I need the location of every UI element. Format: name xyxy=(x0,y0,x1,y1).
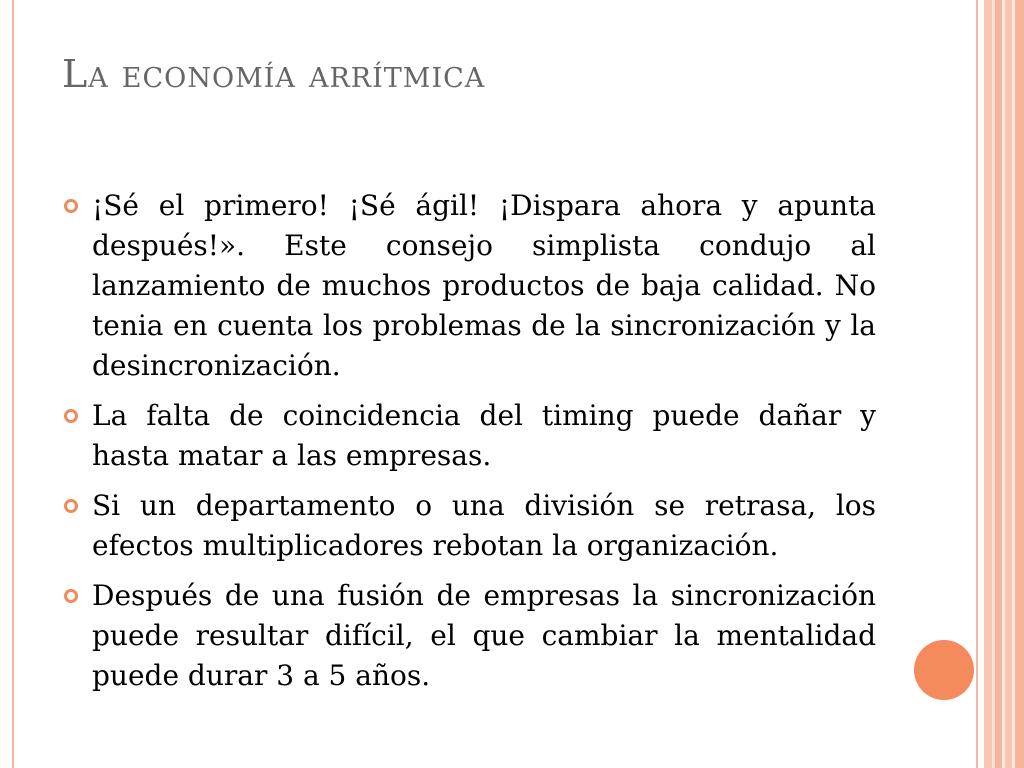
bullet-text: Si un departamento o una división se retrasa, los efectos multiplicadores rebotan la organización. xyxy=(92,489,876,562)
list-item xyxy=(62,396,876,476)
bullet-list xyxy=(62,186,876,706)
ring-bullet-icon xyxy=(64,199,78,213)
list-item xyxy=(62,186,876,386)
bullet-text: Después de una fusión de empresas la sincronización puede resultar difícil, el que cambiar la mentalidad puede durar 3 a 5 años. xyxy=(92,579,876,692)
bullet-text: ¡Sé el primero! ¡Sé ágil! ¡Dispara ahora y apunta después!». Este consejo simplista condujo al lanzamiento de muchos productos de baja calidad. No tenia en cuenta los problemas de la sincronización y la desincronización. xyxy=(92,189,876,382)
ring-bullet-icon xyxy=(64,499,78,513)
orange-circle-icon xyxy=(914,640,974,700)
slide-title: La economía arrítmica xyxy=(62,52,486,96)
decorative-stripe-band xyxy=(984,0,1024,768)
list-item xyxy=(62,576,876,696)
bullet-text: La falta de coincidencia del timing puede dañar y hasta matar a las empresas. xyxy=(92,399,876,472)
ring-bullet-icon xyxy=(64,589,78,603)
ring-bullet-icon xyxy=(64,409,78,423)
list-item xyxy=(62,486,876,566)
